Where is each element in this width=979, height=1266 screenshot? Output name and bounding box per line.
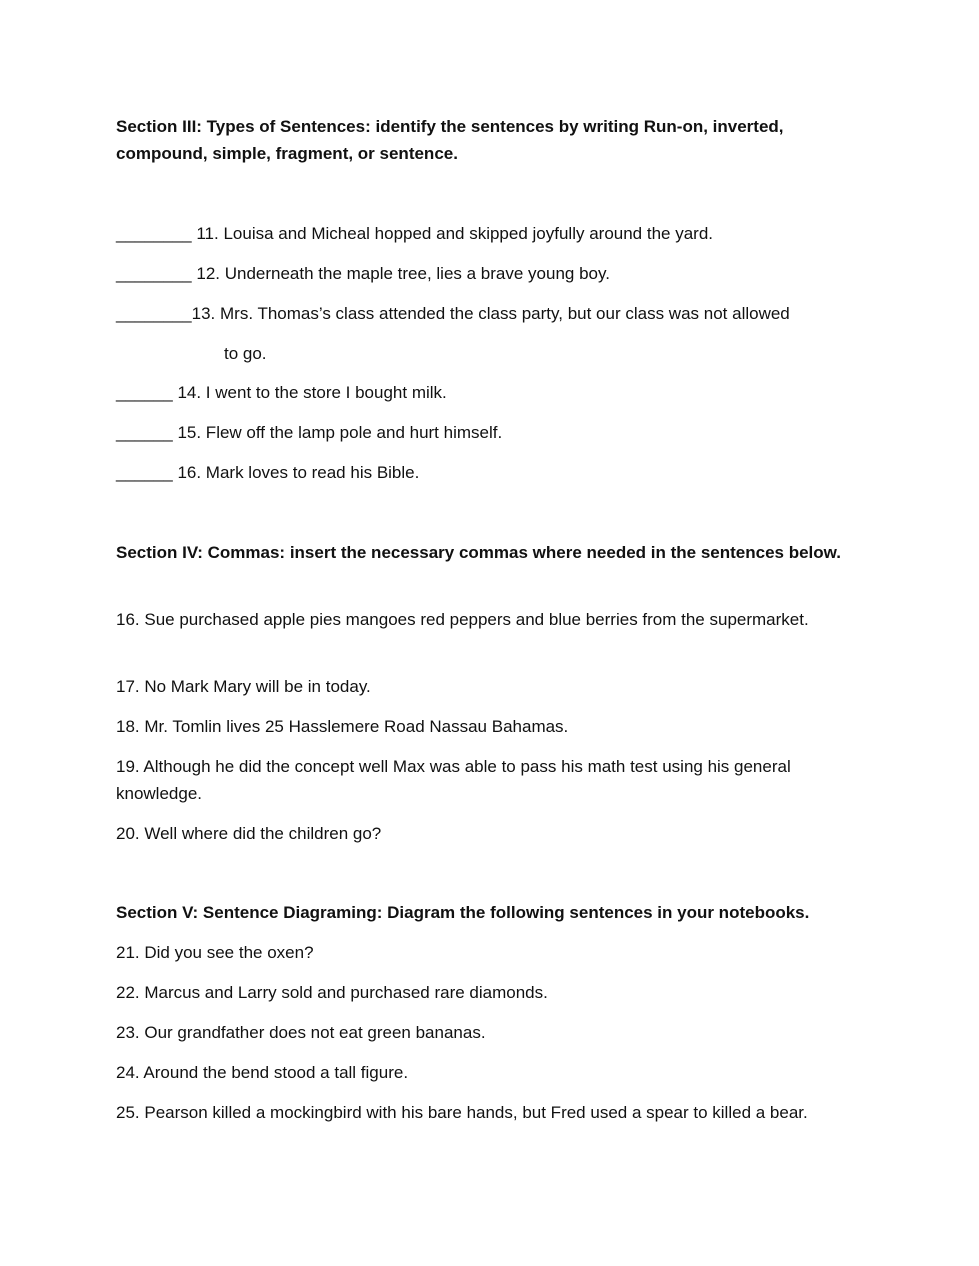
- section-iv-heading: Section IV: Commas: insert the necessary commas where needed in the sentences below.: [116, 543, 841, 562]
- comma-question-17: 17. No Mark Mary will be in today.: [116, 677, 371, 696]
- question-13: ________13. Mrs. Thomas’s class attended the class party, but our class was not allowed: [116, 304, 790, 323]
- diagram-question-21: 21. Did you see the oxen?: [116, 943, 314, 962]
- comma-question-18: 18. Mr. Tomlin lives 25 Hasslemere Road Nassau Bahamas.: [116, 717, 569, 736]
- diagram-question-25: 25. Pearson killed a mockingbird with his bare hands, but Fred used a spear to killed a bear.: [116, 1103, 808, 1122]
- section-v-heading: Section V: Sentence Diagraming: Diagram the following sentences in your notebooks.: [116, 903, 810, 922]
- question-11: ________ 11. Louisa and Micheal hopped and skipped joyfully around the yard.: [116, 224, 714, 243]
- question-13-continuation: to go.: [224, 344, 267, 363]
- comma-question-20: 20. Well where did the children go?: [116, 824, 382, 843]
- section-iii-heading: Section III: Types of Sentences: identify the sentences by writing Run-on, inverted, compound, simple, fragment, or sentence.: [116, 117, 784, 163]
- comma-question-16: 16. Sue purchased apple pies mangoes red peppers and blue berries from the supermarket.: [116, 610, 809, 629]
- question-14: ______ 14. I went to the store I bought milk.: [116, 383, 447, 402]
- diagram-question-24: 24. Around the bend stood a tall figure.: [116, 1063, 409, 1082]
- question-16-types: ______ 16. Mark loves to read his Bible.: [116, 463, 420, 482]
- question-12: ________ 12. Underneath the maple tree, lies a brave young boy.: [116, 264, 610, 283]
- question-15: ______ 15. Flew off the lamp pole and hurt himself.: [116, 423, 503, 442]
- comma-question-19: 19. Although he did the concept well Max was able to pass his math test using his general knowledge.: [116, 757, 791, 803]
- diagram-question-23: 23. Our grandfather does not eat green bananas.: [116, 1023, 486, 1042]
- diagram-question-22: 22. Marcus and Larry sold and purchased rare diamonds.: [116, 983, 548, 1002]
